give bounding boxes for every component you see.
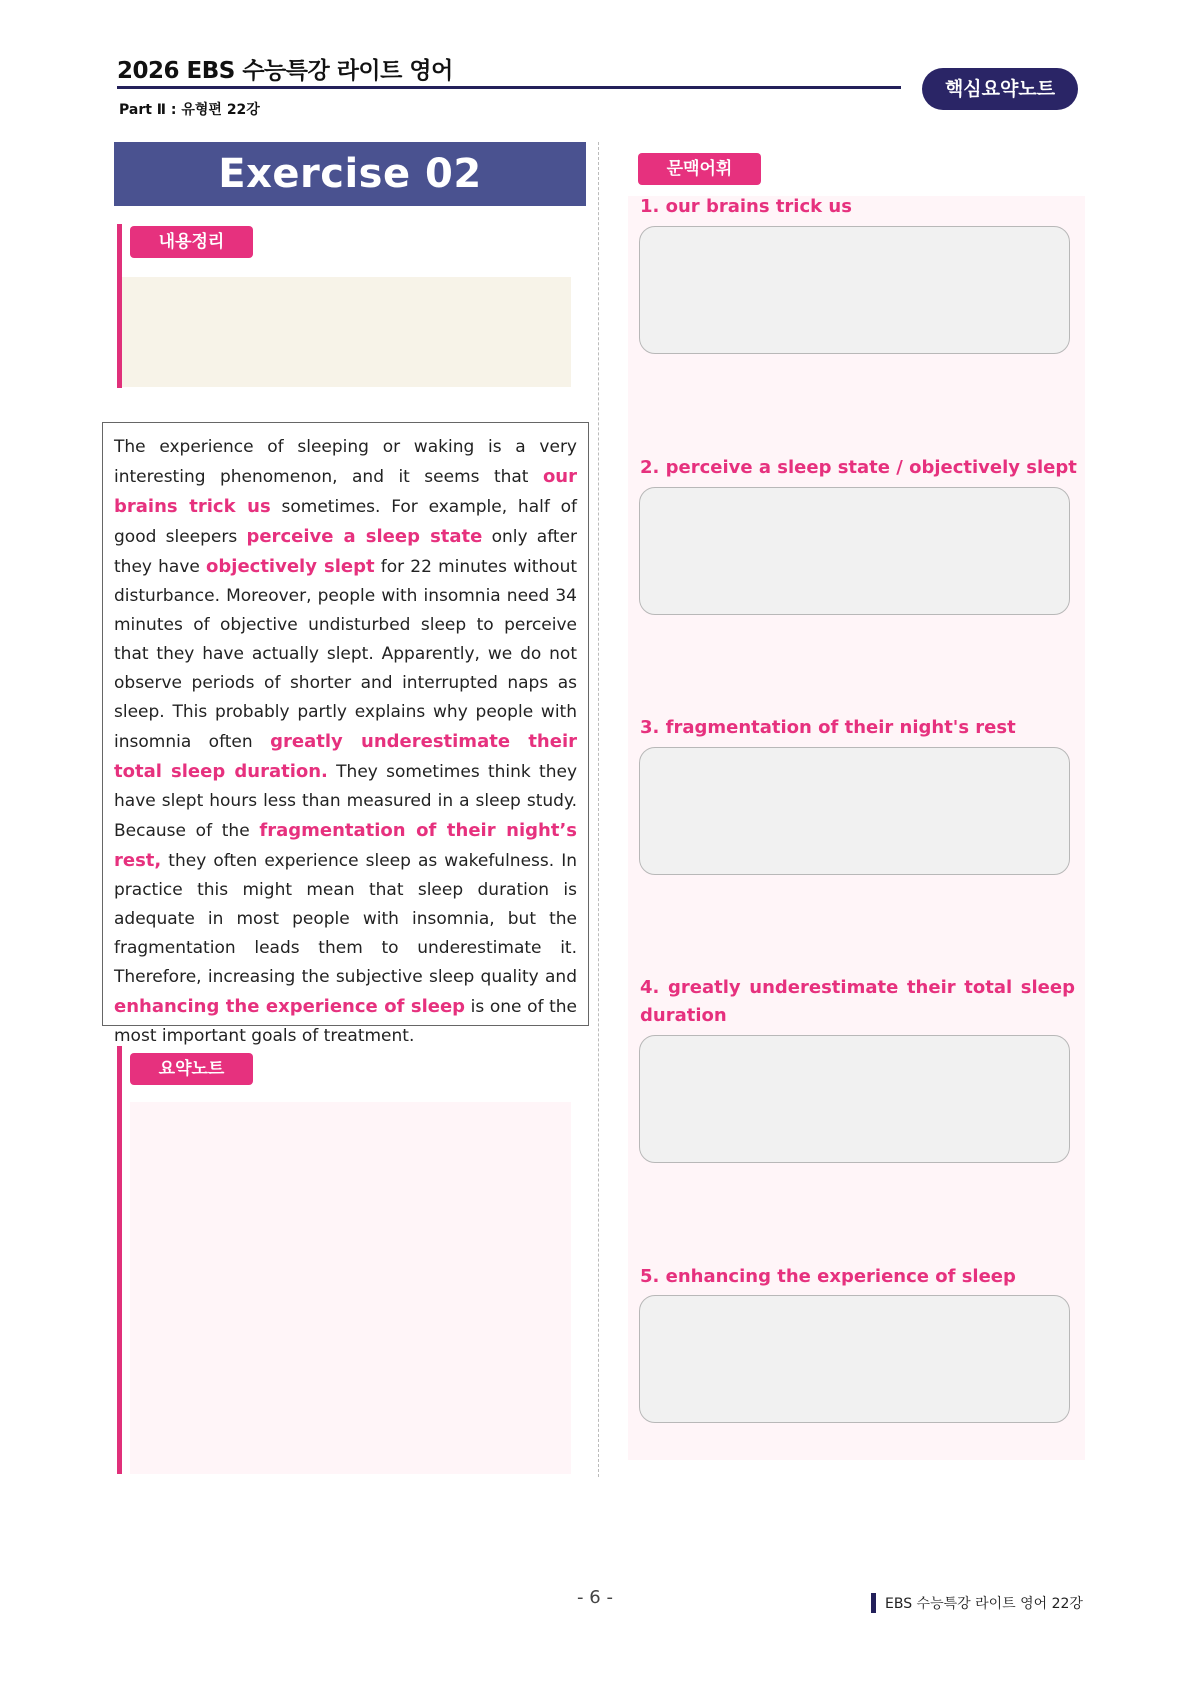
exercise-title: Exercise 02 [114,142,586,206]
vocab-item-label: 4. greatly underestimate their total sleep duration [640,977,1075,1026]
vocab-answer-box[interactable] [639,747,1070,875]
passage-segment: is one of the most important goals of treatment. [114,997,577,1046]
vocab-section-label: 문맥어휘 [638,153,761,185]
vocab-item-label: 2. perceive a sleep state / objectively slept [640,457,1077,478]
passage-segment: The experience of sleeping or waking is a very interesting phenomenon, and it seems that [114,437,577,487]
vocab-item-label: 1. our brains trick us [640,196,852,217]
highlight-enhancing-experience: enhancing the experience of sleep [114,996,466,1017]
passage-segment: they often experience sleep as wakefulness. In practice this might mean that sleep duration is adequate in most people with insomnia, but the fragmentation leads them to underestimate it. Therefore, increasing the subjective sleep quality and [114,851,577,987]
document-title: 2026 EBS 수능특강 라이트 영어 [117,58,453,84]
summary-answer-box[interactable] [122,277,571,387]
highlight-fragmentation: fragmentation of their night’s rest, [114,820,577,871]
column-divider [598,142,599,1477]
footer-accent-bar [871,1593,876,1613]
highlight-perceive-sleep-state: perceive a sleep state [246,526,483,547]
highlight-our-brains-trick-us: our brains trick us [114,466,577,517]
passage-text [114,433,577,1051]
footer-text: EBS 수능특강 라이트 영어 22강 [885,1596,1083,1612]
passage-box [102,422,589,1046]
footer [871,1593,1083,1613]
vocab-item-label: 5. enhancing the experience of sleep [640,1266,1016,1287]
highlight-objectively-slept: objectively slept [206,556,375,577]
note-section-label: 요약노트 [130,1053,253,1085]
header-divider [117,86,901,89]
summary-note-answer-box[interactable] [130,1102,571,1474]
vocab-item-label: 3. fragmentation of their night's rest [640,717,1016,738]
part-subtitle: Part Ⅱ : 유형편 22강 [119,102,260,118]
highlight-underestimate-sleep: greatly underestimate their total sleep duration. [114,731,577,782]
vocab-answer-box[interactable] [639,226,1070,354]
passage-segment: only after they have [114,527,577,577]
vocab-answer-box[interactable] [639,1295,1070,1423]
vocab-answer-box[interactable] [639,487,1070,615]
summary-section-label: 내용정리 [130,226,253,258]
core-summary-badge: 핵심요약노트 [922,68,1078,110]
page-number: - 6 - [577,1587,613,1608]
note-accent-bar [117,1046,122,1474]
vocab-answer-box[interactable] [639,1035,1070,1163]
passage-segment: for 22 minutes without disturbance. Moreover, people with insomnia need 34 minutes of objective undisturbed sleep to perceive that they have actually slept. Apparently, we do not observe periods of shorter and interrupted naps as sleep. This probably partly explains why people with insomnia often [114,557,578,752]
passage-segment: They sometimes think they have slept hours less than measured in a sleep study. Because of the [114,762,577,841]
passage-segment: sometimes. For example, half of good sleepers [114,497,577,547]
